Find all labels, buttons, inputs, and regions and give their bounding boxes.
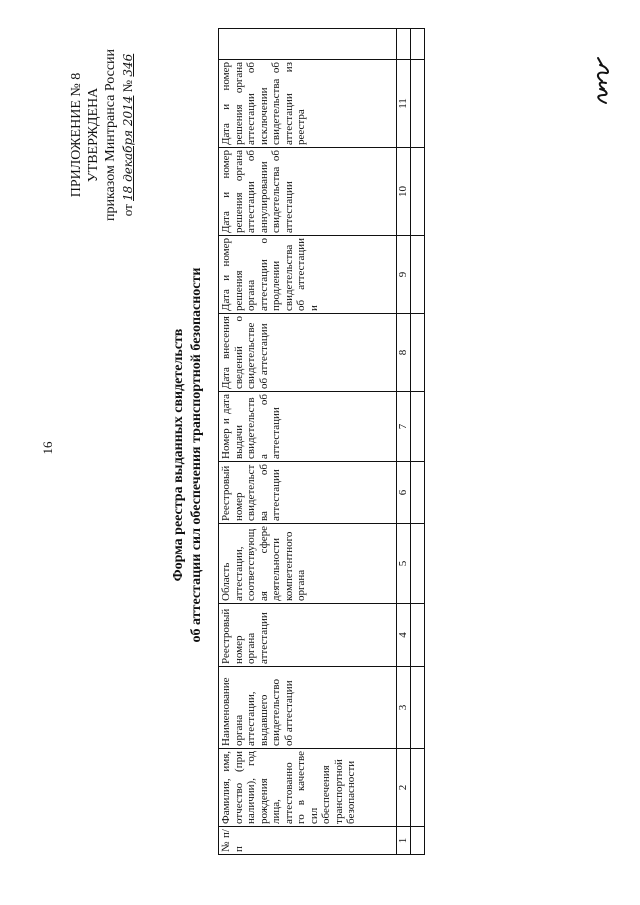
- table-cell: [411, 667, 425, 749]
- table-cell: [411, 462, 425, 524]
- table-header-row: [219, 29, 397, 855]
- header-cell: Дата внесения сведений о свидетельстве об аттестации: [219, 314, 397, 392]
- column-number: 8: [397, 314, 411, 392]
- appendix-block: [68, 20, 137, 250]
- approved-label: УТВЕРЖДЕНА: [86, 87, 101, 183]
- handwritten-date: 18 декабря 2014: [121, 95, 135, 201]
- column-number: 1: [397, 827, 411, 855]
- header-cell: Фамилия, имя, отчество (при наличии), год рождения лица, аттестованно го в качестве сил обеспечения транспортной безопасности: [219, 749, 397, 827]
- table-cell: [411, 29, 425, 60]
- header-cell: Номер и дата выдачи свидетельства об аттестации: [219, 392, 397, 462]
- header-cell: № п/п: [219, 827, 397, 855]
- column-number: 9: [397, 236, 411, 314]
- table-row-empty: [411, 29, 425, 855]
- document-title: [170, 165, 206, 745]
- handwritten-order-number: 346: [121, 53, 135, 77]
- date-prefix: от: [120, 204, 135, 217]
- order-label: приказом Минтранса России: [103, 48, 118, 222]
- order-date-line: [119, 20, 137, 250]
- column-number-empty: [397, 29, 411, 60]
- header-cell: Дата и номер решения органа аттестации об исключении свидетельства об аттестации из реестра: [219, 60, 397, 148]
- table-cell: [411, 392, 425, 462]
- page-number: 16: [40, 441, 55, 455]
- header-cell: Наименование органа аттестации, выдавшего свидетельство об аттестации: [219, 667, 397, 749]
- column-number: 7: [397, 392, 411, 462]
- table-cell: [411, 60, 425, 148]
- header-cell: Реестровый номер органа аттестации: [219, 604, 397, 667]
- column-number: 5: [397, 524, 411, 604]
- column-number: 6: [397, 462, 411, 524]
- register-table: [218, 28, 425, 855]
- table-cell: [411, 827, 425, 855]
- title-line-2: об аттестации сил обеспечения транспортной безопасности: [189, 267, 204, 643]
- table-cell: [411, 314, 425, 392]
- number-sign: №: [120, 79, 135, 93]
- column-number: 3: [397, 667, 411, 749]
- header-cell-empty: [219, 29, 397, 60]
- header-cell: Дата и номер решения органа аттестации о продлении свидетельства об аттестации и: [219, 236, 397, 314]
- column-number: 10: [397, 148, 411, 236]
- table-cell: [411, 749, 425, 827]
- table-cell: [411, 236, 425, 314]
- title-line-1: Форма реестра выданных свидетельств: [171, 328, 186, 582]
- column-number: 2: [397, 749, 411, 827]
- table-cell: [411, 148, 425, 236]
- header-cell: Область аттестации, соответствующая сфере деятельности компетентного органа: [219, 524, 397, 604]
- table-cell: [411, 524, 425, 604]
- column-number: 4: [397, 604, 411, 667]
- header-cell: Дата и номер решения органа аттестации об аннулировании свидетельства об аттестации: [219, 148, 397, 236]
- table-cell: [411, 604, 425, 667]
- appendix-label: ПРИЛОЖЕНИЕ № 8: [69, 72, 84, 198]
- header-cell: Реестровый номер свидетельства об аттестации: [219, 462, 397, 524]
- column-number-row: [397, 29, 411, 855]
- handwritten-signature: [592, 55, 612, 105]
- column-number: 11: [397, 60, 411, 148]
